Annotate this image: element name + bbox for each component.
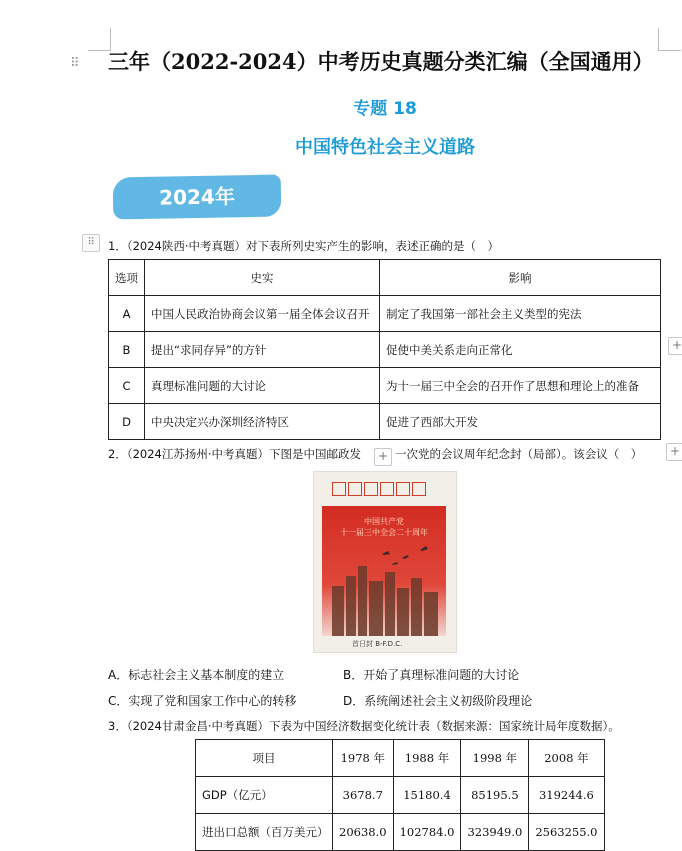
table-cell: 中国人民政治协商会议第一届全体会议召开 <box>145 296 380 332</box>
table-header-cell: 影响 <box>380 260 661 296</box>
table-cell: 2563255.0 <box>529 814 604 851</box>
document-title: 三年（2022-2024）中考历史真题分类汇编（全国通用） <box>108 49 654 74</box>
table-cell: 进出口总额（百万美元） <box>196 814 333 851</box>
option-a: A．标志社会主义基本制度的建立 <box>108 668 285 682</box>
table-cell: B <box>109 332 145 368</box>
resize-handle-icon[interactable]: + <box>666 443 682 461</box>
table-row <box>196 777 605 814</box>
option-b: B．开始了真理标准问题的大讨论 <box>343 668 520 682</box>
postcode-boxes <box>332 482 426 496</box>
add-column-button[interactable]: + <box>668 337 682 355</box>
table-cell: 促使中美关系走向正常化 <box>380 332 661 368</box>
table-cell: D <box>109 404 145 440</box>
table-cell: 85195.5 <box>461 777 529 814</box>
table-row <box>109 368 661 404</box>
question-2-stem-part-a: 2．（2024江苏扬州·中考真题）下图是中国邮政发 <box>108 447 361 461</box>
table-row <box>196 814 605 851</box>
table-cell: 15180.4 <box>393 777 461 814</box>
question-1-table <box>108 259 661 440</box>
table-header-cell: 2008 年 <box>529 740 604 777</box>
question-3-table <box>195 739 605 851</box>
question-2-stem-part-b: 一次党的会议周年纪念封（局部）。该会议（ ） <box>395 447 643 461</box>
drag-handle-icon[interactable]: ⠿ <box>70 56 79 71</box>
commemorative-envelope-image <box>313 471 457 653</box>
table-header-cell: 史实 <box>145 260 380 296</box>
option-d: D．系统阐述社会主义初级阶段理论 <box>343 694 533 708</box>
table-header-row <box>109 260 661 296</box>
table-row <box>109 332 661 368</box>
table-cell: A <box>109 296 145 332</box>
table-cell: 提出“求同存异”的方针 <box>145 332 380 368</box>
option-c: C．实现了党和国家工作中心的转移 <box>108 694 297 708</box>
paragraph-handle-icon[interactable]: ⠿ <box>82 234 100 252</box>
table-cell: 真理标准问题的大讨论 <box>145 368 380 404</box>
table-row <box>109 296 661 332</box>
table-header-cell: 1978 年 <box>333 740 394 777</box>
table-cell: 323949.0 <box>461 814 529 851</box>
envelope-caption: 首日封 B-F.D.C. <box>352 640 403 648</box>
add-row-button[interactable]: + <box>374 448 392 466</box>
year-badge: 2024年 <box>113 175 282 220</box>
table-cell: 319244.6 <box>529 777 604 814</box>
question-3-stem: 3．（2024甘肃金昌·中考真题）下表为中国经济数据变化统计表（数据来源：国家统计局年度数据）。 <box>108 719 620 733</box>
question-1-stem: 1．（2024陕西·中考真题）对下表所列史实产生的影响，表述正确的是（ ） <box>108 239 499 253</box>
city-skyline-illustration <box>322 506 446 636</box>
envelope-text-line-1: 中国共产党 <box>364 517 404 526</box>
table-cell: 促进了西部大开发 <box>380 404 661 440</box>
topic-name: 中国特色社会主义道路 <box>295 137 475 158</box>
table-cell: 中央决定兴办深圳经济特区 <box>145 404 380 440</box>
table-cell: GDP（亿元） <box>196 777 333 814</box>
table-cell: 为十一届三中全会的召开作了思想和理论上的准备 <box>380 368 661 404</box>
table-header-cell: 选项 <box>109 260 145 296</box>
envelope-red-panel <box>322 506 446 636</box>
table-header-cell: 项目 <box>196 740 333 777</box>
table-cell: 102784.0 <box>393 814 461 851</box>
table-cell: C <box>109 368 145 404</box>
table-header-cell: 1988 年 <box>393 740 461 777</box>
table-cell: 制定了我国第一部社会主义类型的宪法 <box>380 296 661 332</box>
table-cell: 20638.0 <box>333 814 394 851</box>
table-header-row <box>196 740 605 777</box>
table-row <box>109 404 661 440</box>
envelope-text-line-2: 十一届三中全会二十周年 <box>340 528 428 537</box>
topic-number: 专题 18 <box>353 99 417 119</box>
table-cell: 3678.7 <box>333 777 394 814</box>
table-header-cell: 1998 年 <box>461 740 529 777</box>
